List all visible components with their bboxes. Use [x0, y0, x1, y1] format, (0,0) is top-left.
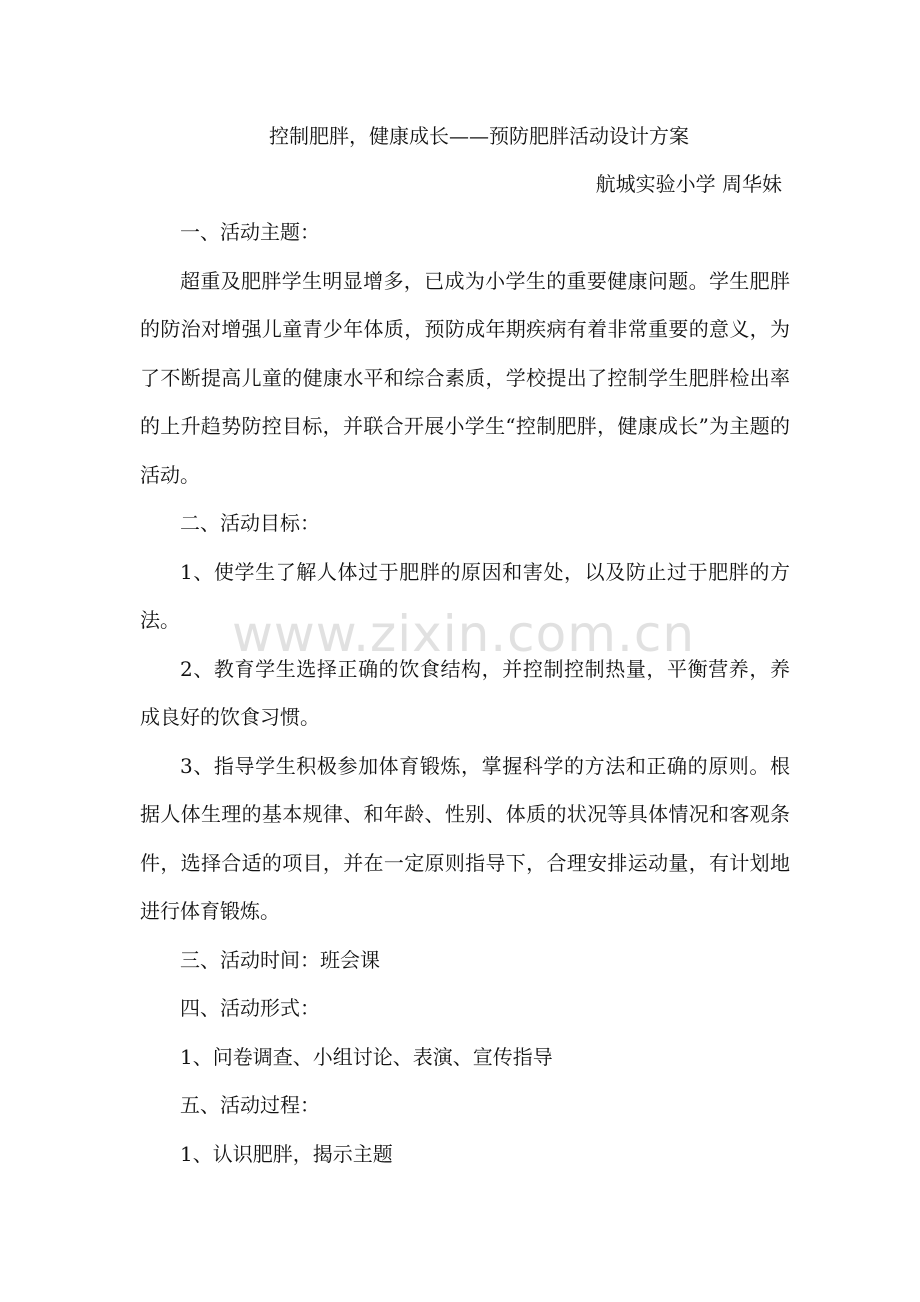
watermark: www.zixin.com.cn: [232, 605, 696, 663]
section-heading-time: 三、活动时间：班会课: [180, 947, 380, 972]
paragraph-goal-3: 3、指导学生积极参加体育锻炼，掌握科学的方法和正确的原则。根据人体生理的基本规律、和年龄、性别、体质的状况等具体情况和客观条件，选择合适的项目，并在一定原则指导下，合理安排运动量，有计划地进行体育锻炼。: [140, 753, 790, 923]
document-body: [140, 112, 790, 1178]
section-heading-theme: 一、活动主题：: [180, 220, 320, 244]
paragraph-goal-1: 1、使学生了解人体过于肥胖的原因和害处，以及防止过于肥胖的方法。: [140, 559, 790, 632]
section-heading-form: 四、活动形式：: [180, 996, 320, 1020]
document-author: 航城实验小学 周华妹: [595, 172, 782, 196]
section-heading-goal: 二、活动目标：: [180, 511, 320, 535]
document-title: 控制肥胖，健康成长——预防肥胖活动设计方案: [269, 124, 689, 148]
paragraph-form-1: 1、问卷调查、小组讨论、表演、宣传指导: [180, 1044, 553, 1069]
paragraph-process-1: 1、认识肥胖，揭示主题: [180, 1141, 393, 1166]
section-heading-process: 五、活动过程：: [180, 1093, 320, 1117]
paragraph-theme: 超重及肥胖学生明显增多，已成为小学生的重要健康问题。学生肥胖的防治对增强儿童青少年体质，预防成年期疾病有着非常重要的意义，为了不断提高儿童的健康水平和综合素质，学校提出了控制学生肥胖检出率的上升趋势防控目标，并联合开展小学生“控制肥胖，健康成长”为主题的活动。: [140, 268, 790, 487]
paragraph-goal-2: 2、教育学生选择正确的饮食结构，并控制控制热量，平衡营养，养成良好的饮食习惯。: [140, 656, 790, 729]
